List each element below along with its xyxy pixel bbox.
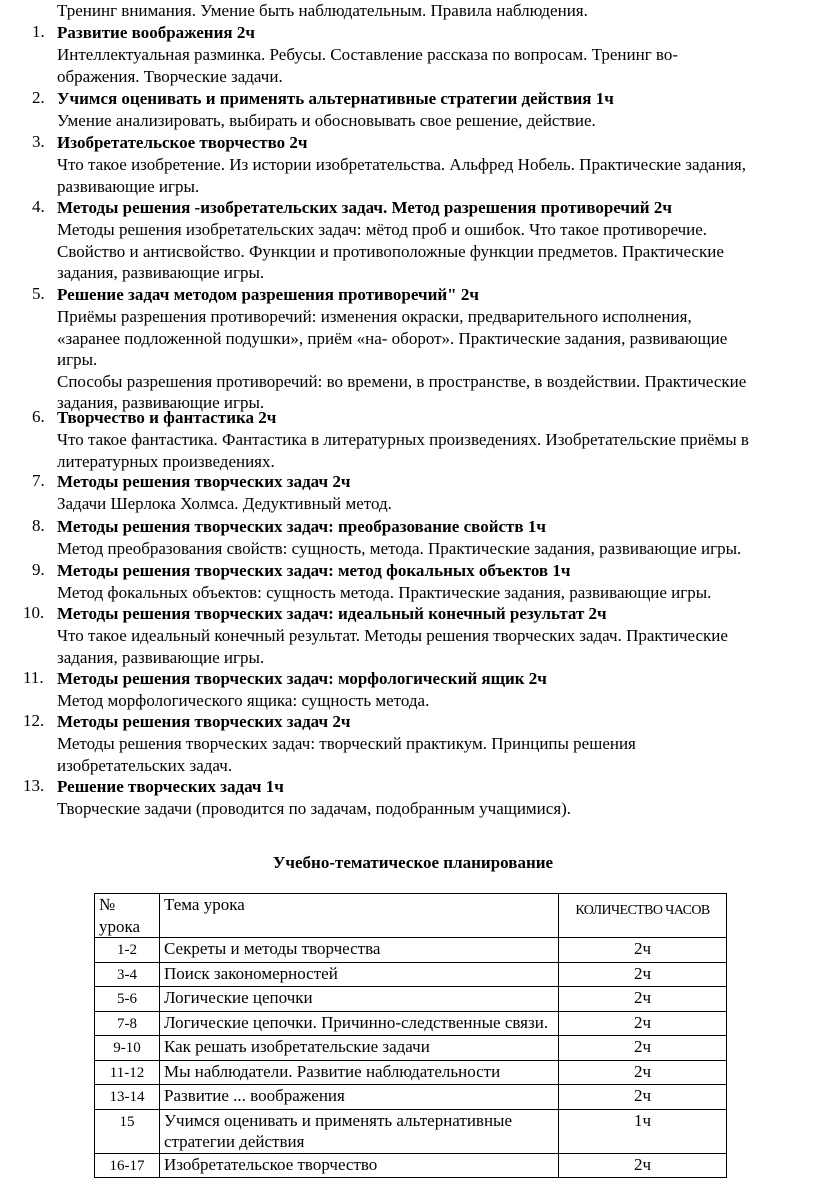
table-row xyxy=(95,1060,727,1085)
header-lesson-number: № урока xyxy=(95,894,160,938)
topic-description-line: Что такое фантастика. Фантастика в литературных произведениях. Изобретательские приёмы в xyxy=(57,430,749,449)
topic-cell-text: Секреты и методы творчества xyxy=(164,939,381,958)
table-row xyxy=(95,962,727,987)
lesson-number-cell xyxy=(95,1036,160,1061)
topic-number: 13. xyxy=(23,776,45,795)
topic-title: Изобретательское творчество 2ч xyxy=(57,133,308,152)
hours-cell-text: 1ч xyxy=(633,1110,652,1130)
topic-description-line: литературных произведениях. xyxy=(57,451,275,471)
hours-cell-text: 2ч xyxy=(633,1037,652,1056)
topic-cell-text: Поиск закономерностей xyxy=(164,963,338,983)
lesson-number-cell-text: 5-6 xyxy=(117,991,137,1007)
lesson-number-cell xyxy=(95,1153,160,1178)
hours-cell-text: 2ч xyxy=(633,1154,652,1174)
topic-number: 1. xyxy=(32,22,45,41)
hours-cell-text: 2ч xyxy=(633,988,652,1007)
planning-table xyxy=(94,893,727,1178)
topic-description-line: Интеллектуальная разминка. Ребусы. Составление рассказа по вопросам. Тренинг во- xyxy=(57,45,678,64)
topic-title: Методы решения творческих задач: преобразование свойств 1ч xyxy=(57,517,546,536)
topic-description-line: развивающие игры. xyxy=(57,176,200,196)
hours-cell xyxy=(559,1036,727,1061)
lesson-number-cell-text: 9-10 xyxy=(113,1040,141,1056)
lesson-number-cell xyxy=(95,1109,160,1153)
topic-description-line: «заранее подложенной подушки», приём «на- оборот». Практические задания, развивающие xyxy=(57,328,728,348)
topic-description-line: ображения. Творческие задачи. xyxy=(57,66,283,86)
topic-title: Развитие воображения 2ч xyxy=(57,23,255,42)
topic-description-line: задания, развивающие игры. xyxy=(57,393,265,412)
topic-number: 6. xyxy=(32,407,45,426)
lesson-number-cell-text: 16-17 xyxy=(109,1157,145,1174)
topic-number: 12. xyxy=(23,711,45,730)
lesson-number-cell xyxy=(95,1011,160,1036)
topic-title: Методы решения творческих задач: метод фокальных объектов 1ч xyxy=(57,561,571,580)
topic-number: 5. xyxy=(32,284,45,303)
topic-cell xyxy=(160,1036,559,1061)
topic-cell xyxy=(160,987,559,1012)
topic-cell-text: Мы наблюдатели. Развитие наблюдательности xyxy=(164,1061,501,1081)
table-row xyxy=(95,987,727,1012)
topic-number: 8. xyxy=(32,516,45,535)
topic-cell-text: Учимся оценивать и применять альтернативные стратегии действия xyxy=(164,1110,513,1151)
lesson-number-cell-text: 11-12 xyxy=(109,1064,145,1081)
hours-cell xyxy=(559,987,727,1012)
topic-description-line: Методы решения изобретательских задач: мётод проб и ошибок. Что такое противоречие. xyxy=(57,220,708,239)
lesson-number-cell-text: 13-14 xyxy=(109,1089,145,1105)
topic-number: 11. xyxy=(23,668,44,687)
planning-title: Учебно-тематическое планирование xyxy=(272,853,554,872)
topic-cell xyxy=(160,1060,559,1085)
lesson-number-cell xyxy=(95,962,160,987)
hours-cell-text: 2ч xyxy=(633,1061,652,1081)
topic-cell-text: Изобретательское творчество xyxy=(164,1154,378,1174)
table-row xyxy=(95,938,727,963)
topic-cell xyxy=(160,1085,559,1110)
topic-number: 10. xyxy=(23,603,45,622)
topic-number: 7. xyxy=(32,471,45,490)
hours-cell-text: 2ч xyxy=(633,1086,652,1105)
topic-cell-text: Развитие ... воображения xyxy=(164,1086,345,1105)
topic-description-line: Метод морфологического ящика: сущность метода. xyxy=(57,691,430,710)
topic-description-line: Метод преобразования свойств: сущность, метода. Практические задания, развивающие игры. xyxy=(57,539,742,558)
lesson-number-cell xyxy=(95,938,160,963)
topic-title: Методы решения творческих задач: морфологический ящик 2ч xyxy=(57,669,547,688)
topic-number: 4. xyxy=(32,197,45,216)
lesson-number-cell xyxy=(95,1085,160,1110)
topic-title: Методы решения творческих задач 2ч xyxy=(57,472,351,491)
topic-title: Методы решения -изобретательских задач. Метод разрешения противоречий 2ч xyxy=(57,198,672,217)
topic-number: 2. xyxy=(32,88,45,107)
topic-number: 9. xyxy=(32,560,45,579)
hours-cell xyxy=(559,962,727,987)
topic-description-line: игры. xyxy=(57,350,98,369)
topic-cell xyxy=(160,938,559,963)
hours-cell-text: 2ч xyxy=(633,939,652,958)
lesson-number-cell-text: 15 xyxy=(119,1113,135,1130)
topic-description-line: Свойство и антисвойство. Функции и противоположные функции предметов. Практические xyxy=(57,241,724,261)
hours-cell xyxy=(559,1085,727,1110)
topic-description-line: задания, развивающие игры. xyxy=(57,263,265,282)
lesson-number-cell-text: 1-2 xyxy=(117,942,137,958)
hours-cell xyxy=(559,1011,727,1036)
topic-description-line: Метод фокальных объектов: сущность метода. Практические задания, развивающие игры. xyxy=(57,583,712,602)
table-row xyxy=(95,1153,727,1178)
topic-description-line: Умение анализировать, выбирать и обосновывать свое решение, действие. xyxy=(57,111,596,130)
table-row xyxy=(95,1011,727,1036)
hours-cell xyxy=(559,1109,727,1153)
table-row xyxy=(95,1036,727,1061)
topic-description-line: Что такое идеальный конечный результат. Методы решения творческих задач. Практические xyxy=(57,626,728,645)
table-header-row xyxy=(95,894,727,938)
topic-cell-text: Логические цепочки. Причинно-следственные связи. xyxy=(164,1012,549,1032)
header-topic: Тема урока xyxy=(160,894,559,938)
topic-description-line: изобретательских задач. xyxy=(57,755,233,775)
topic-cell xyxy=(160,962,559,987)
hours-cell xyxy=(559,1153,727,1178)
topic-description-line: Способы разрешения противоречий: во времени, в пространстве, в воздействии. Практические xyxy=(57,371,747,391)
topic-cell-text: Логические цепочки xyxy=(164,988,313,1007)
hours-cell-text: 2ч xyxy=(633,1012,652,1032)
topic-cell xyxy=(160,1109,559,1153)
topic-cell-text: Как решать изобретательские задачи xyxy=(164,1037,430,1056)
topic-description-line: задания, развивающие игры. xyxy=(57,647,265,667)
intro-line: Тренинг внимания. Умение быть наблюдательным. Правила наблюдения. xyxy=(57,1,588,20)
topic-number: 3. xyxy=(32,132,45,151)
topic-description-line: Что такое изобретение. Из истории изобретательства. Альфред Нобель. Практические задания, xyxy=(57,155,746,174)
lesson-number-cell-text: 7-8 xyxy=(117,1015,137,1032)
topic-cell xyxy=(160,1153,559,1178)
hours-cell xyxy=(559,1060,727,1085)
topic-description-line: Задачи Шерлока Холмса. Дедуктивный метод. xyxy=(57,494,392,513)
table-row xyxy=(95,1085,727,1110)
topic-title: Учимся оценивать и применять альтернативные стратегии действия 1ч xyxy=(57,89,614,108)
lesson-number-cell-text: 3-4 xyxy=(117,966,137,983)
lesson-number-cell xyxy=(95,987,160,1012)
topic-description-line: Приёмы разрешения противоречий: изменения окраски, предварительного исполнения, xyxy=(57,307,692,326)
lesson-number-cell xyxy=(95,1060,160,1085)
topic-title: Решение задач методом разрешения противоречий" 2ч xyxy=(57,285,479,304)
topic-description-line: Методы решения творческих задач: творческий практикум. Принципы решения xyxy=(57,734,636,753)
header-hours: КОЛИЧЕСТВО ЧАСОВ xyxy=(559,894,727,938)
topic-title: Творчество и фантастика 2ч xyxy=(57,408,277,427)
hours-cell-text: 2ч xyxy=(633,963,652,983)
topic-title: Решение творческих задач 1ч xyxy=(57,777,284,796)
hours-cell xyxy=(559,938,727,963)
table-row xyxy=(95,1109,727,1153)
topic-title: Методы решения творческих задач 2ч xyxy=(57,712,351,731)
topic-title: Методы решения творческих задач: идеальный конечный результат 2ч xyxy=(57,604,607,623)
topic-description-line: Творческие задачи (проводится по задачам, подобранным учащимися). xyxy=(57,799,572,818)
topic-cell xyxy=(160,1011,559,1036)
